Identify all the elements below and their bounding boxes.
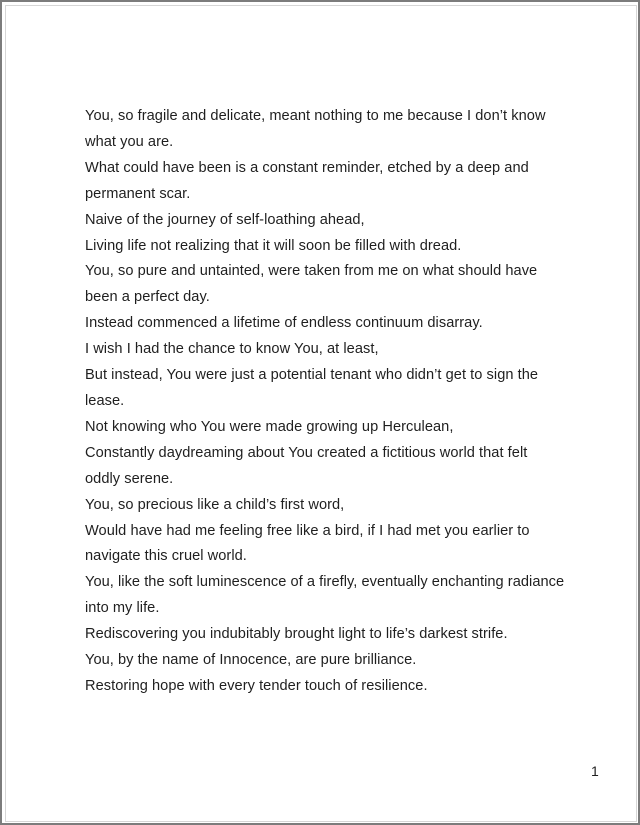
poem-line: Not knowing who You were made growing up Herculean, [85,418,454,435]
poem-body [85,104,565,700]
poem-line: You, so pure and untainted, were taken from me on what should have been a perfect day. [85,263,538,306]
poem-line: But instead, You were just a potential tenant who didn’t get to sign the lease. [85,367,539,409]
poem-line: You, like the soft luminescence of a firefly, eventually enchanting radiance into my life. [85,574,565,617]
page-number: 1 [591,763,599,779]
poem-line: What could have been is a constant reminder, etched by a deep and permanent scar. [85,159,529,202]
poem-line: Constantly daydreaming about You created a fictitious world that felt oddly serene. [85,444,528,487]
poem-line: Would have had me feeling free like a bird, if I had met you earlier to navigate this cruel world. [85,522,530,565]
poem-line: Restoring hope with every tender touch of resilience. [85,677,428,694]
poem-line: Instead commenced a lifetime of endless continuum disarray. [85,315,483,332]
poem-line: I wish I had the chance to know You, at least, [85,341,379,358]
poem-line: Naive of the journey of self-loathing ahead, [85,211,365,228]
poem-line: You, so precious like a child’s first word, [85,496,345,513]
poem-line: Living life not realizing that it will soon be filled with dread. [85,237,462,254]
poem-line: You, by the name of Innocence, are pure brilliance. [85,652,417,669]
poem-line: Rediscovering you indubitably brought light to life’s darkest strife. [85,626,508,643]
poem-line: You, so fragile and delicate, meant nothing to me because I don’t know what you are. [85,108,546,150]
document-page [5,5,637,822]
